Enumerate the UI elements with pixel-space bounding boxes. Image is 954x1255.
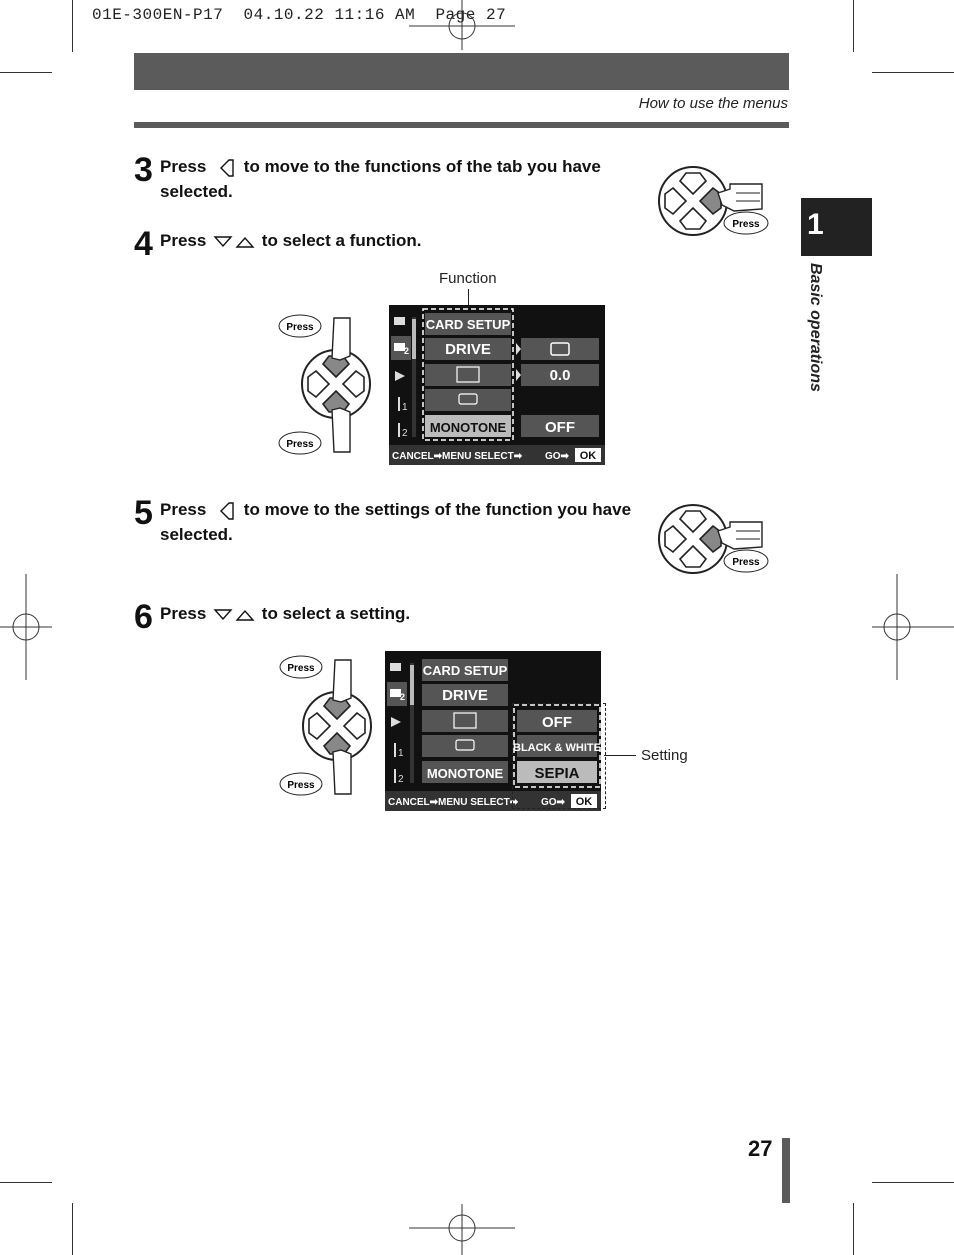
footer-cancel-select: CANCEL➡MENU SELECT➡	[388, 797, 519, 808]
svg-text:2: 2	[404, 346, 410, 356]
camera-menu-screen-function	[389, 305, 605, 465]
option-black-white: BLACK & WHITE	[513, 742, 601, 754]
option-off: OFF	[542, 714, 572, 731]
press-label: Press	[287, 780, 315, 791]
step-text: Press	[160, 604, 207, 623]
menu-item-drive: DRIVE	[445, 341, 491, 358]
press-label: Press	[286, 322, 314, 333]
press-label: Press	[286, 439, 314, 450]
up-down-arrows-icon	[211, 232, 257, 252]
step-text: Press	[160, 500, 207, 519]
step-number: 3	[134, 151, 153, 189]
setup-tab-2-icon	[394, 769, 396, 783]
arrow-pad-left-press	[656, 165, 776, 240]
step-4	[160, 228, 640, 253]
step-text: selected.	[160, 525, 233, 544]
camera-tab-1-icon	[390, 663, 401, 671]
svg-text:1: 1	[402, 402, 408, 413]
ok-button-label: OK	[579, 450, 597, 462]
left-arrow-icon	[211, 158, 239, 178]
ok-button-label: OK	[575, 796, 593, 808]
svg-text:2: 2	[398, 774, 404, 785]
up-down-arrows-icon	[211, 605, 257, 625]
svg-text:1: 1	[398, 748, 404, 759]
step-5	[160, 497, 660, 547]
setup-tab-2-icon	[398, 423, 400, 437]
setup-tab-1-icon	[394, 743, 396, 757]
svg-text:2: 2	[400, 692, 406, 702]
function-callout: Function	[439, 270, 497, 287]
step-text: selected.	[160, 182, 233, 201]
arrow-pad-up-down-press	[279, 654, 375, 802]
option-sepia: SEPIA	[534, 765, 580, 782]
setting-callout: Setting	[641, 747, 688, 764]
chapter-label: Basic operations	[807, 263, 824, 392]
menu-item-card-setup: CARD SETUP	[422, 663, 508, 678]
footer-go: GO➡	[541, 797, 565, 808]
setting-highlight-frame	[512, 703, 606, 809]
step-number: 6	[134, 598, 153, 636]
press-label: Press	[287, 663, 315, 674]
exposure-value: 0.0	[549, 367, 571, 384]
page-number-bar	[782, 1138, 790, 1203]
step-text: Press	[160, 157, 207, 176]
menu-item-card-setup: CARD SETUP	[425, 317, 511, 332]
header-bar	[134, 53, 789, 90]
monotone-value: OFF	[545, 419, 575, 436]
running-title: How to use the menus	[638, 95, 788, 112]
menu-item-monotone: MONOTONE	[429, 420, 507, 435]
step-text: to move to the settings of the function you have	[243, 500, 632, 519]
header-rule	[134, 122, 789, 128]
step-text: to select a setting.	[261, 604, 411, 623]
print-slug: 01E-300EN-P17 04.10.22 11:16 AM Page 27	[92, 6, 507, 24]
arrow-pad-up-down-press	[278, 312, 374, 460]
page-number: 27	[748, 1136, 773, 1161]
chapter-number: 1	[807, 208, 824, 241]
svg-text:2: 2	[402, 428, 408, 439]
setup-tab-1-icon	[398, 397, 400, 411]
press-label: Press	[732, 557, 760, 568]
chapter-tab	[801, 198, 872, 256]
step-number: 5	[134, 494, 153, 532]
arrow-pad-left-press	[656, 503, 776, 578]
step-6	[160, 601, 640, 626]
left-arrow-icon	[211, 501, 239, 521]
step-3	[160, 154, 640, 204]
menu-item-drive: DRIVE	[442, 687, 488, 704]
callout-line	[604, 755, 636, 756]
press-label: Press	[732, 219, 760, 230]
camera-tab-1-icon	[394, 317, 405, 325]
menu-item-monotone: MONOTONE	[426, 766, 504, 781]
footer-cancel-select: CANCEL➡MENU SELECT➡	[392, 451, 523, 462]
step-number: 4	[134, 225, 153, 263]
step-text: to select a function.	[261, 231, 422, 250]
step-text: to move to the functions of the tab you have	[243, 157, 601, 176]
step-text: Press	[160, 231, 207, 250]
footer-go: GO➡	[545, 451, 569, 462]
